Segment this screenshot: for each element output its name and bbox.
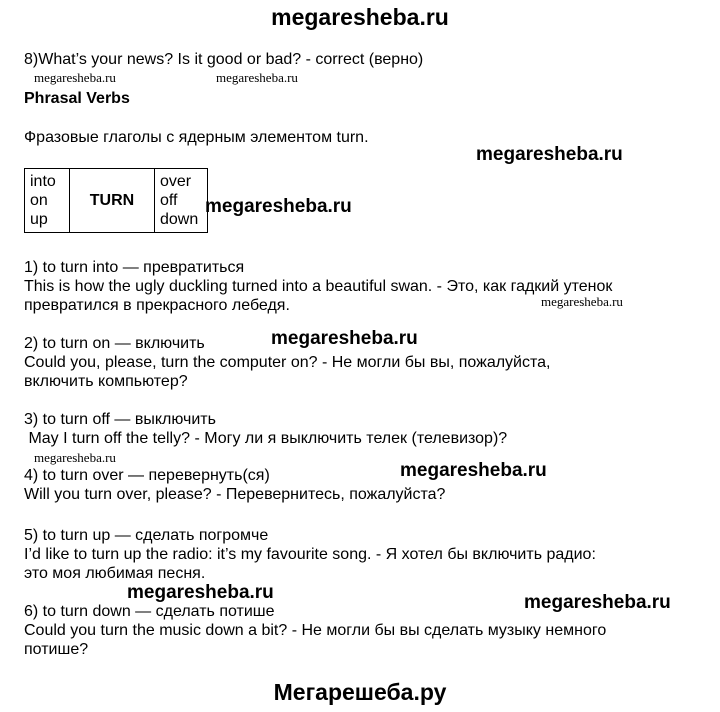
watermark-bold: megaresheba.ru xyxy=(476,144,623,165)
watermark-small: megaresheba.ru xyxy=(216,70,298,85)
particle: over xyxy=(160,173,192,190)
entry-6-line: Could you turn the music down a bit? - Не могли бы вы сделать музыку немного xyxy=(24,622,607,639)
entry-4-line: Will you turn over, please? - Перевернитесь, пожалуйста? xyxy=(24,486,446,503)
intro-text: Фразовые глаголы с ядерным элементом turn. xyxy=(24,129,369,146)
watermark-bold: megaresheba.ru xyxy=(524,592,671,613)
particle: into xyxy=(30,173,56,190)
entry-2-line: включить компьютер? xyxy=(24,373,188,390)
entry-4-title: 4) to turn over — перевернуть(ся) xyxy=(24,467,270,484)
watermark-bold: megaresheba.ru xyxy=(271,328,418,349)
entry-2-line: Could you, please, turn the computer on? - Не могли бы вы, пожалуйста, xyxy=(24,354,551,371)
entry-5-title: 5) to turn up — сделать погромче xyxy=(24,527,269,544)
item-8-line: 8)What’s your news? Is it good or bad? - correct (верно) xyxy=(24,51,424,68)
entry-3-line: May I turn off the telly? - Могу ли я выключить телек (телевизор)? xyxy=(24,430,508,447)
watermark-small: megaresheba.ru xyxy=(34,450,116,465)
particle: off xyxy=(160,192,178,209)
particle: down xyxy=(160,211,199,228)
entry-1-line: превратился в прекрасного лебедя. xyxy=(24,297,290,314)
entry-1-line: This is how the ugly duckling turned into a beautiful swan. - Это, как гадкий утенок xyxy=(24,278,613,295)
section-heading: Phrasal Verbs xyxy=(24,90,130,107)
turn-particles-table xyxy=(24,168,208,233)
watermark-bold: megaresheba.ru xyxy=(205,196,352,217)
site-header-title: megaresheba.ru xyxy=(271,4,449,30)
watermark-small: megaresheba.ru xyxy=(34,70,116,85)
watermark-bold: megaresheba.ru xyxy=(127,582,274,603)
site-footer-title: Мегарешеба.ру xyxy=(273,679,447,705)
core-verb-cell: TURN xyxy=(70,169,155,233)
watermark-bold: megaresheba.ru xyxy=(400,460,547,481)
entry-1-title: 1) to turn into — превратиться xyxy=(24,259,245,276)
entry-3-title: 3) to turn off — выключить xyxy=(24,411,216,428)
particle: on xyxy=(30,192,48,209)
entry-5-line: это моя любимая песня. xyxy=(24,565,206,582)
left-particles-cell xyxy=(25,169,70,233)
watermark-small: megaresheba.ru xyxy=(541,294,623,309)
entry-5-line: I’d like to turn up the radio: it’s my favourite song. - Я хотел бы включить радио: xyxy=(24,546,596,563)
right-particles-cell xyxy=(155,169,208,233)
entry-6-line: потише? xyxy=(24,641,89,658)
entry-2-title: 2) to turn on — включить xyxy=(24,335,205,352)
entry-6-title: 6) to turn down — сделать потише xyxy=(24,603,275,620)
particle: up xyxy=(30,211,48,228)
